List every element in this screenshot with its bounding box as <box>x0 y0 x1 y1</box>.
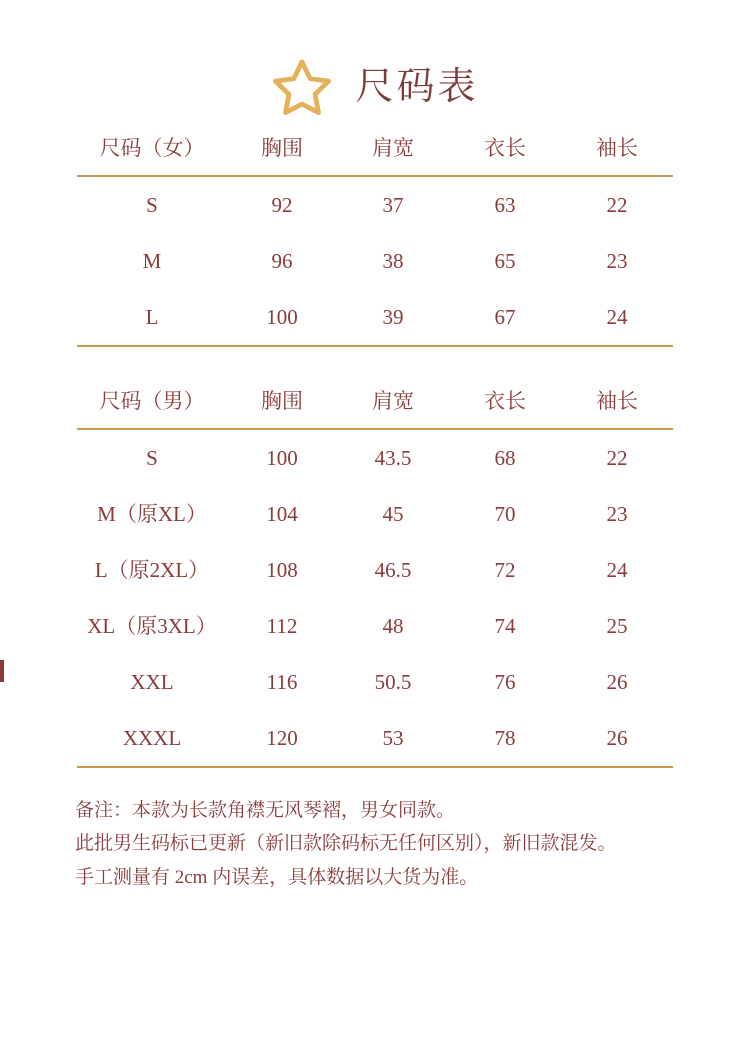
cell-shoulder: 45 <box>382 502 404 526</box>
table-row <box>77 176 673 233</box>
cell-sleeve: 23 <box>606 502 628 526</box>
cell-size: S <box>77 176 227 233</box>
table-header-row <box>77 381 673 429</box>
page-title: 尺码表 <box>355 66 479 108</box>
table-row <box>77 598 673 654</box>
cell-shoulder: 37 <box>337 176 449 233</box>
column-header-size: 尺码（男） <box>99 389 205 413</box>
cell-shoulder: 48 <box>382 614 404 638</box>
cell-bust: 92 <box>227 176 337 233</box>
women-table-body <box>77 176 673 346</box>
table-row <box>77 710 673 767</box>
cell-sleeve: 23 <box>606 249 628 273</box>
cell-shoulder: 53 <box>337 710 449 767</box>
column-header-bust: 胸围 <box>261 389 303 413</box>
cell-bust: 108 <box>266 558 298 582</box>
cell-bust: 96 <box>271 249 293 273</box>
men-size-table-wrap <box>77 381 673 768</box>
cell-bust: 116 <box>266 670 298 694</box>
table-header-row <box>77 128 673 176</box>
star-icon <box>271 56 333 118</box>
cell-bust: 100 <box>227 429 337 486</box>
cell-sleeve: 25 <box>606 614 628 638</box>
cell-size: XL（原3XL） <box>87 614 217 638</box>
cell-size: L（原2XL） <box>94 558 210 582</box>
cell-shoulder: 39 <box>337 289 449 346</box>
page-header <box>0 0 750 128</box>
cell-length: 72 <box>494 558 516 582</box>
table-row <box>77 429 673 486</box>
table-separator <box>0 347 750 381</box>
cell-size: XXXL <box>77 710 227 767</box>
cell-bust: 112 <box>266 614 298 638</box>
cell-length: 70 <box>494 502 516 526</box>
cell-size: L <box>77 289 227 346</box>
cell-length: 76 <box>494 670 516 694</box>
cell-length: 74 <box>494 614 516 638</box>
men-table-body <box>77 429 673 767</box>
cell-sleeve: 22 <box>561 429 673 486</box>
table-row <box>77 289 673 346</box>
table-row <box>77 486 673 542</box>
column-header-shoulder: 肩宽 <box>372 136 414 160</box>
column-header-bust: 胸围 <box>261 136 303 160</box>
cell-bust: 120 <box>227 710 337 767</box>
men-table-head <box>77 381 673 429</box>
cell-shoulder: 38 <box>382 249 404 273</box>
cell-sleeve: 26 <box>561 710 673 767</box>
cell-size: M <box>142 249 162 273</box>
column-header-length: 衣长 <box>484 136 526 160</box>
cell-size: XXL <box>130 670 174 694</box>
cell-sleeve: 24 <box>561 289 673 346</box>
left-edge-mark <box>0 660 4 682</box>
cell-length: 67 <box>449 289 561 346</box>
women-size-table <box>77 128 673 347</box>
cell-sleeve: 24 <box>606 558 628 582</box>
women-table-head <box>77 128 673 176</box>
note-line: 手工测量有 2cm 内误差，具体数据以大货为准。 <box>75 866 479 888</box>
column-header-length: 衣长 <box>484 389 526 413</box>
men-size-table <box>77 381 673 768</box>
cell-shoulder: 43.5 <box>337 429 449 486</box>
table-row <box>77 233 673 289</box>
column-header-sleeve: 袖长 <box>596 136 638 160</box>
cell-length: 63 <box>449 176 561 233</box>
cell-length: 68 <box>449 429 561 486</box>
cell-length: 78 <box>449 710 561 767</box>
cell-shoulder: 50.5 <box>374 670 412 694</box>
cell-sleeve: 26 <box>606 670 628 694</box>
column-header-sleeve: 袖长 <box>596 389 638 413</box>
cell-bust: 104 <box>266 502 298 526</box>
women-size-table-wrap <box>77 128 673 347</box>
cell-size: M（原XL） <box>97 502 207 526</box>
cell-sleeve: 22 <box>561 176 673 233</box>
cell-shoulder: 46.5 <box>374 558 412 582</box>
note-line: 此批男生码标已更新（新旧款除码标无任何区别），新旧款混发。 <box>75 833 617 855</box>
table-row <box>77 542 673 598</box>
cell-size: S <box>77 429 227 486</box>
cell-bust: 100 <box>227 289 337 346</box>
notes-block <box>75 768 675 894</box>
cell-length: 65 <box>494 249 516 273</box>
note-line: 备注：本款为长款角襟无风琴褶，男女同款。 <box>75 800 456 821</box>
column-header-shoulder: 肩宽 <box>372 389 414 413</box>
column-header-size: 尺码（女） <box>99 136 205 160</box>
table-row <box>77 654 673 710</box>
